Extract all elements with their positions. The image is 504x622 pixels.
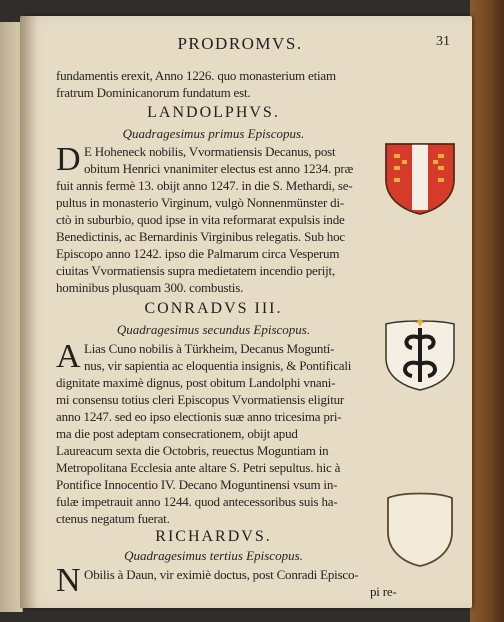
intro-line: fundamentis erexit, Anno 1226. quo monasterium etiam	[56, 68, 336, 83]
text-line: ctenus negatum fuerat.	[56, 511, 170, 526]
entry-heading-landolphus: LANDOLPHVS.	[147, 104, 280, 121]
richardus-blank-shield-icon	[382, 490, 458, 573]
catchword: pi re-	[370, 584, 397, 599]
dropcap-richardus: N	[56, 562, 81, 599]
text-line: nus, vir sapientia ac eloquentia insignis, & Pontificali	[84, 358, 352, 373]
text-line: ma die post adeptam consecrationem, obijt apud	[56, 426, 298, 441]
book-cover-edge	[470, 0, 504, 622]
entry-subtitle-conradus: Quadragesimus secundus Episcopus.	[116, 322, 311, 337]
text-line: ciuitas Vvormatiensis supra medietatem incendio perijt,	[56, 263, 336, 278]
landolphus-coat-of-arms-icon	[382, 140, 458, 221]
text-line: Episcopo anno 1242. ipso die Palmarum circa Vesperum	[56, 246, 340, 261]
entry-heading-conradus: CONRADVS III.	[144, 300, 283, 317]
text-line: pultus in monasterio Virginum, vulgò Nonnenmünster di-	[56, 195, 345, 210]
intro-line: fratrum Dominicanorum fundatum est.	[56, 85, 251, 100]
conradus-coat-of-arms-icon	[382, 318, 458, 397]
text-line: fulæ impetrauit anno 1244. quod antecessoribus suis ha-	[56, 494, 338, 509]
entry-heading-richardus: RICHARDVS.	[155, 528, 272, 545]
text-line: obitum Henrici vnanimiter electus est anno 1234. præ	[84, 161, 354, 176]
text-line: ctò in suburbio, quod ipse in vita reformarat expulsis inde	[56, 212, 345, 227]
text-line: mi consensu totius cleri Episcopus Vvormatiensis eligitur	[56, 392, 345, 407]
page-number: 31	[436, 34, 450, 49]
text-line: Laureacum sexta die Octobris, reuectus Moguntiam in	[56, 443, 329, 458]
dropcap-landolphus: D	[56, 141, 81, 178]
text-line: Benedictinis, ac Bernardinis Virginibus relegatis. Sub hoc	[56, 229, 345, 244]
text-line: Metropolitana Ecclesia ante altare S. Petri sepultus. hic à	[56, 460, 341, 475]
text-line: dignitate maximè dignus, post obitum Landolphi vnani-	[56, 375, 336, 390]
dropcap-conradus: A	[56, 338, 81, 375]
page-gutter-shadow	[20, 16, 38, 608]
text-line: anno 1247. sed eo ipso electionis suæ anno tricesima pri-	[56, 409, 342, 424]
text-line: Pontifice Innocentio IV. Decano Moguntinensi vsum in-	[56, 477, 338, 492]
text-line: hominibus plusquam 300. combustis.	[56, 280, 244, 295]
running-header: PRODROMVS.	[177, 34, 303, 53]
text-line: E Hoheneck nobilis, Vvormatiensis Decanus, post	[84, 144, 336, 159]
text-line: fuit annis fermè 13. obijt anno 1247. in die S. Methardi, se-	[56, 178, 353, 193]
entry-subtitle-landolphus: Quadragesimus primus Episcopus.	[122, 126, 305, 141]
text-line: Lias Cuno nobilis à Türkheim, Decanus Moguntí-	[84, 341, 335, 356]
entry-subtitle-richardus: Quadragesimus tertius Episcopus.	[124, 548, 303, 563]
text-line: Obilis à Daun, vir eximiè doctus, post Conradi Episco-	[84, 567, 359, 582]
